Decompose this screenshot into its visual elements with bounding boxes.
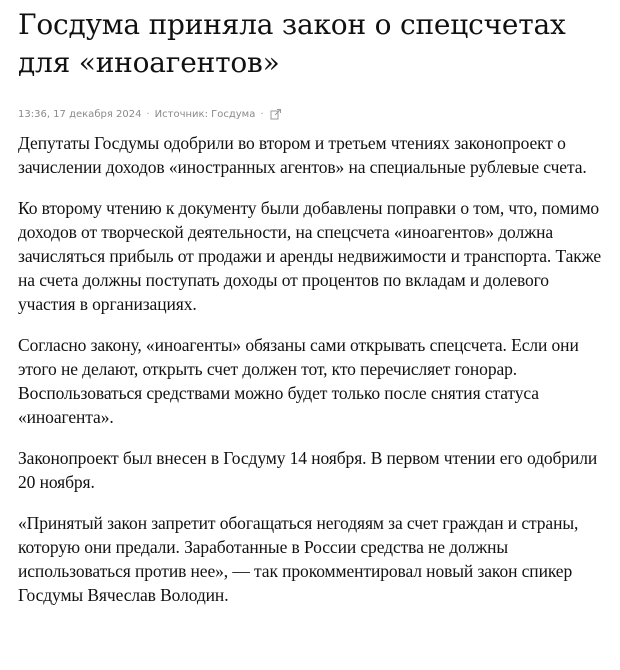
meta-separator: · xyxy=(260,108,264,120)
article-meta xyxy=(18,107,608,121)
article-body xyxy=(18,131,608,607)
paragraph: Законопроект был внесен в Госдуму 14 ноября. В первом чтении его одобрили 20 ноября. xyxy=(18,448,598,492)
paragraph: Ко второму чтению к документу были добавлены поправки о том, что, помимо доходов от творческой деятельности, на спецсчета «иноагентов» должна зачисляться прибыль от продажи и аренды недвижимости и транспорта. Также на счета должны поступать доходы от процентов по вкладам и долевого участия в организациях. xyxy=(18,198,602,314)
quote-paragraph: «Принятый закон запретит обогащаться негодяям за счет граждан и страны, которую они предали. Заработанные в России средства не должны использоваться против нее», — так прокомментировал новый закон спикер Госдумы Вячеслав Володин. xyxy=(18,513,579,605)
publish-datetime: 13:36, 17 декабря 2024 xyxy=(18,108,142,120)
article-title: Госдума приняла закон о спецсчетах для «иноагентов» xyxy=(18,8,566,79)
share-icon[interactable] xyxy=(270,108,282,120)
article xyxy=(18,6,608,624)
source-link[interactable]: Источник: Госдума xyxy=(154,108,256,120)
paragraph: Депутаты Госдумы одобрили во втором и третьем чтениях законопроект о зачислении доходов «иностранных агентов» на специальные рублевые счета. xyxy=(18,133,587,177)
meta-separator: · xyxy=(146,108,150,120)
paragraph: Согласно закону, «иноагенты» обязаны сами открывать спецсчета. Если они этого не делают, открыть счет должен тот, кто перечисляет гонорар. Воспользоваться средствами можно будет только после снятия статуса «иноагента». xyxy=(18,335,579,427)
